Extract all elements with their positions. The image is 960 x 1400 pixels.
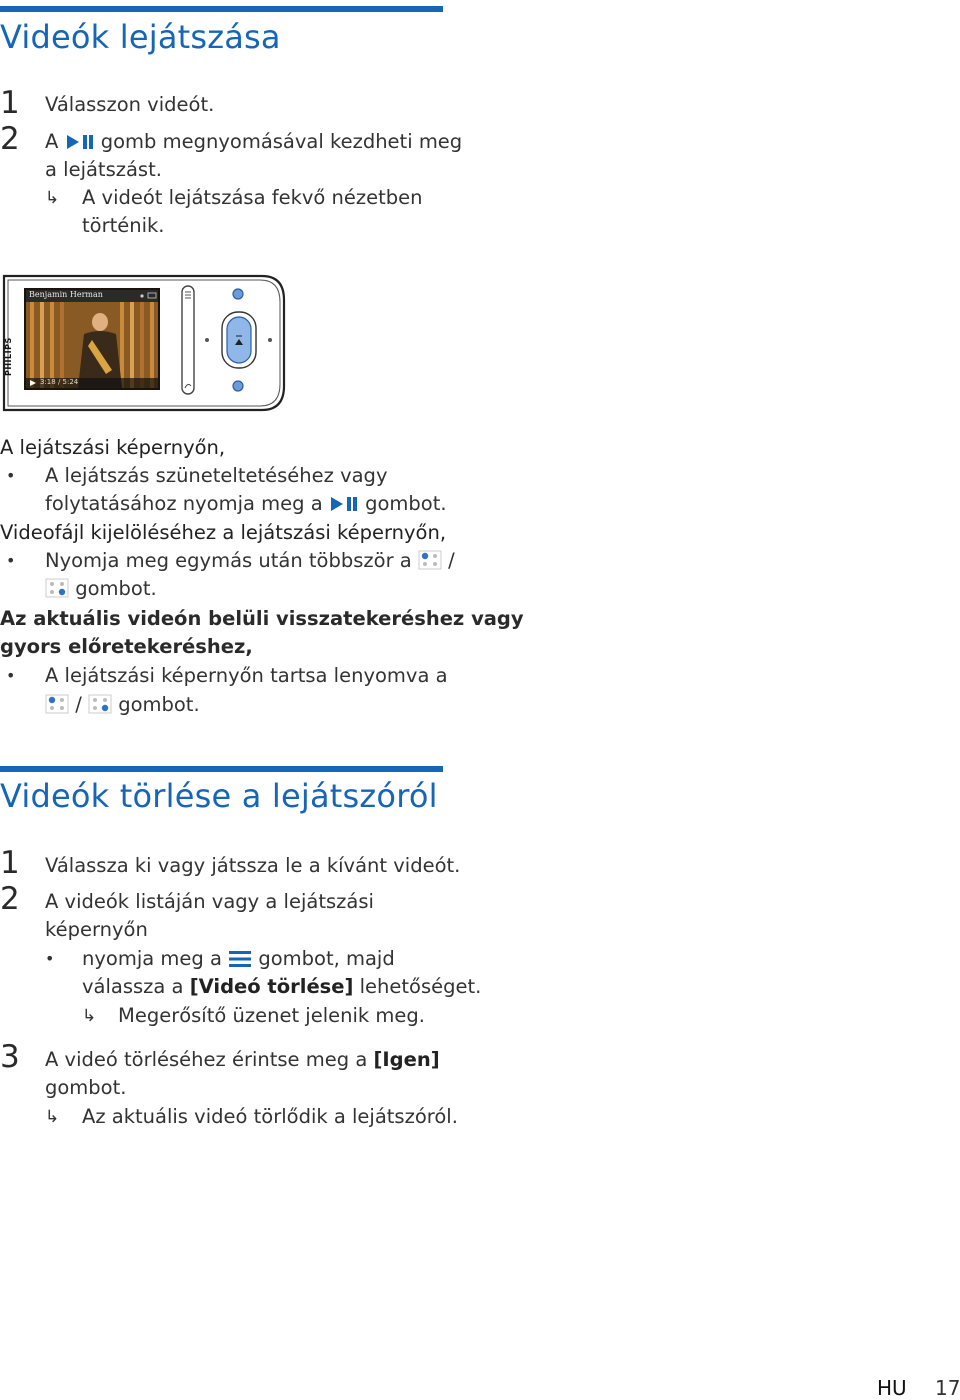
option-label: [Igen] [373,1048,440,1071]
seek-heading: Az aktuális videón belüli visszatekeréshez vagy [0,607,524,630]
bullet-dot: • [6,466,16,485]
device-screen-title: Benjamin Herman [29,290,103,299]
bullet-text: A lejátszási képernyőn tartsa lenyomva a [45,664,448,687]
device-brand: PHILIPS [4,337,13,376]
section-rule [0,6,443,12]
menu-icon [228,950,252,968]
bullet-text [45,575,157,603]
bullet-text-b: gombot, majd [258,947,395,970]
step-text [45,128,462,156]
play-pause-icon [65,133,95,151]
footer-language: HU [877,1376,907,1400]
step-number: 1 [0,845,20,881]
menu-option-label: [Videó törlése] [189,975,354,998]
slash: / [75,693,82,716]
bullet-dot: • [6,666,16,685]
page-number: 17 [935,1376,960,1400]
step-text: a lejátszást. [45,158,162,181]
result-text: A videót lejátszása fekvő nézetben [82,186,423,209]
bullet-text-a: nyomja meg a [82,947,222,970]
bullet-text-b: gombot. [118,693,200,716]
result-text: Az aktuális videó törlődik a lejátszóról. [82,1105,458,1128]
bullet-dot: • [45,949,55,968]
bullet-text [45,691,200,719]
step-text: Válassza ki vagy játssza le a kívánt videót. [45,854,461,877]
section-rule [0,766,443,772]
step-text: gombot. [45,1076,127,1099]
step-text [45,1046,440,1074]
bullet-text-b: gombot. [365,492,447,515]
next-button-icon [88,694,112,714]
bullet-text [82,973,481,1001]
slash: / [448,549,455,572]
section-title: Videók törlése a lejátszóról [0,777,438,815]
bullet-text: A lejátszás szüneteltetéséhez vagy [45,464,388,487]
result-text: történik. [82,214,165,237]
bullet-text-a: Nyomja meg egymás után többször a [45,549,412,572]
prev-button-icon [45,694,69,714]
step-text-b: gomb megnyomásával kezdheti meg [100,130,463,153]
step-number: 1 [0,85,20,121]
step-text-a: A videó törléséhez érintse meg a [45,1048,368,1071]
step-text: Válasszon videót. [45,93,215,116]
result-text: Megerősítő üzenet jelenik meg. [118,1004,425,1027]
result-arrow-icon: ↳ [82,1006,97,1026]
step-text: A videók listáján vagy a lejátszási [45,890,374,913]
step-number: 3 [0,1039,20,1075]
bullet-text-a: folytatásához nyomja meg a [45,492,323,515]
bullet-text [82,945,395,973]
next-button-icon [45,578,69,598]
bullet-text-b: gombot. [75,577,157,600]
step-text: képernyőn [45,918,148,941]
step-text-a: A [45,130,59,153]
playback-heading: A lejátszási képernyőn, [0,436,226,459]
section-title: Videók lejátszása [0,18,281,56]
bullet-text-d: lehetőséget. [359,975,482,998]
play-pause-icon [329,495,359,513]
bullet-text [45,547,455,575]
seek-heading: gyors előretekeréshez, [0,635,253,658]
result-arrow-icon: ↳ [45,1107,60,1127]
prev-button-icon [418,550,442,570]
device-illustration [0,270,290,415]
bullet-text [45,490,447,518]
select-heading: Videofájl kijelöléséhez a lejátszási képernyőn, [0,521,447,544]
bullet-dot: • [6,551,16,570]
bullet-text-c: válassza a [82,975,184,998]
result-arrow-icon: ↳ [45,188,60,208]
device-screen-time: 3:18 / 5:24 [40,378,79,386]
step-number: 2 [0,121,20,157]
step-number: 2 [0,881,20,917]
